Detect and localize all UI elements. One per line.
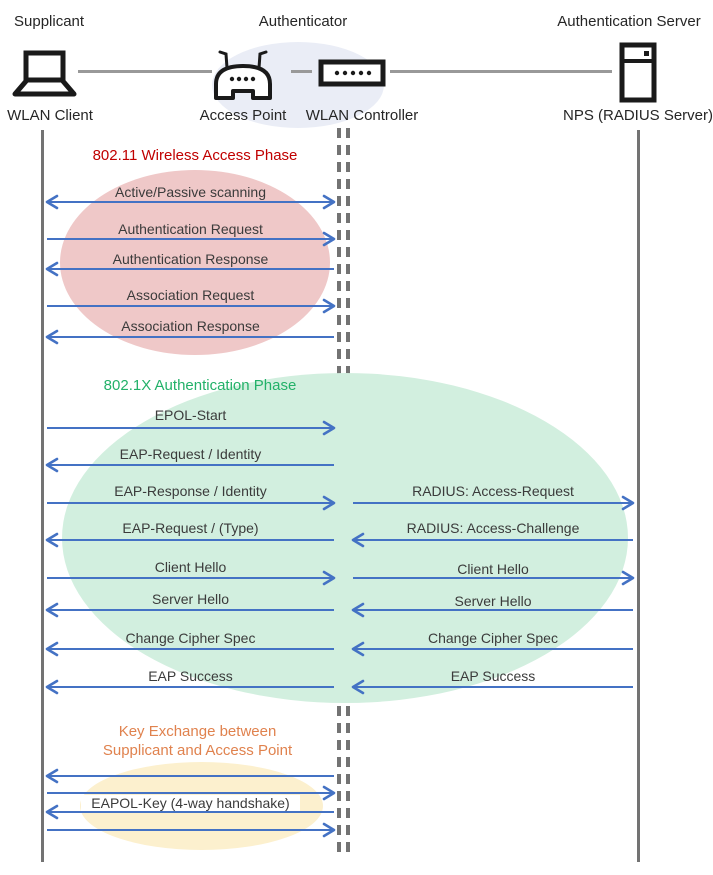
message-label: EAP Success: [450, 668, 536, 684]
message-arrow-right: [44, 298, 337, 314]
message-arrow-right: [44, 495, 337, 511]
message-label: Change Cipher Spec: [125, 630, 256, 646]
message-arrow-right: [44, 570, 337, 586]
message-arrow-left: [44, 329, 337, 345]
message-arrow-left: [44, 641, 337, 657]
access-point-icon: [210, 46, 276, 102]
message-label: Association Request: [126, 287, 255, 303]
message-label: RADIUS: Access-Challenge: [406, 520, 580, 536]
actor-label-access-point: Access Point: [199, 107, 287, 124]
message-arrow-left: [44, 768, 337, 784]
laptop-icon: [11, 50, 78, 98]
message-arrow-right: [44, 420, 337, 436]
message-label: Active/Passive scanning: [115, 184, 266, 200]
actor-label-wlan-controller: WLAN Controller: [305, 107, 419, 124]
message-label: EAPOL-Key (4-way handshake): [44, 794, 337, 812]
message-arrow-left: [44, 804, 337, 820]
role-authenticator: Authenticator: [258, 13, 348, 30]
message-arrow-left: [44, 679, 337, 695]
message-label: EAP-Response / Identity: [114, 483, 267, 499]
message-arrow-left: [350, 602, 636, 618]
message-arrow-left: [350, 679, 636, 695]
message-arrow-left: [44, 457, 337, 473]
message-arrow-left: [350, 532, 636, 548]
message-label: RADIUS: Access-Request: [412, 483, 574, 499]
message-arrow-right: [44, 822, 337, 838]
message-arrow-left: [44, 602, 337, 618]
message-label: EAP-Request / (Type): [122, 520, 259, 536]
lifeline-radius-server: [637, 130, 640, 862]
message-label: Authentication Request: [118, 221, 263, 237]
phase1-title: 802.11 Wireless Access Phase: [92, 147, 298, 164]
message-label: Server Hello: [151, 591, 230, 607]
message-arrow-left: [44, 261, 337, 277]
role-supplicant: Supplicant: [14, 13, 85, 30]
message-arrow-right: [44, 231, 337, 247]
message-label: Client Hello: [457, 561, 529, 577]
message-label: EAP-Request / Identity: [119, 446, 262, 462]
phase3-title: Key Exchange between Supplicant and Access Point: [102, 723, 293, 759]
server-icon: [619, 42, 657, 103]
role-authentication-server: Authentication Server: [557, 13, 701, 30]
message-arrow-left: [44, 532, 337, 548]
phase2-title: 802.1X Authentication Phase: [103, 377, 297, 394]
message-label: EAP Success: [148, 668, 233, 684]
connector-client-ap: [78, 70, 212, 73]
message-label: Server Hello: [454, 593, 532, 609]
message-label: Client Hello: [154, 559, 227, 575]
message-label: Authentication Response: [112, 251, 269, 267]
actor-label-nps: NPS (RADIUS Server): [562, 107, 713, 124]
connector-controller-server: [390, 70, 612, 73]
message-arrow-left: [350, 641, 636, 657]
wlan-controller-icon: [318, 59, 386, 87]
message-arrow-both: [44, 194, 337, 210]
actor-label-wlan-client: WLAN Client: [7, 107, 93, 124]
message-arrow-right: [350, 570, 636, 586]
message-label: EPOL-Start: [154, 407, 227, 423]
message-arrow-right: [350, 495, 636, 511]
connector-ap-controller: [291, 70, 312, 73]
message-label: Change Cipher Spec: [428, 630, 558, 646]
message-label: Association Response: [121, 318, 260, 334]
